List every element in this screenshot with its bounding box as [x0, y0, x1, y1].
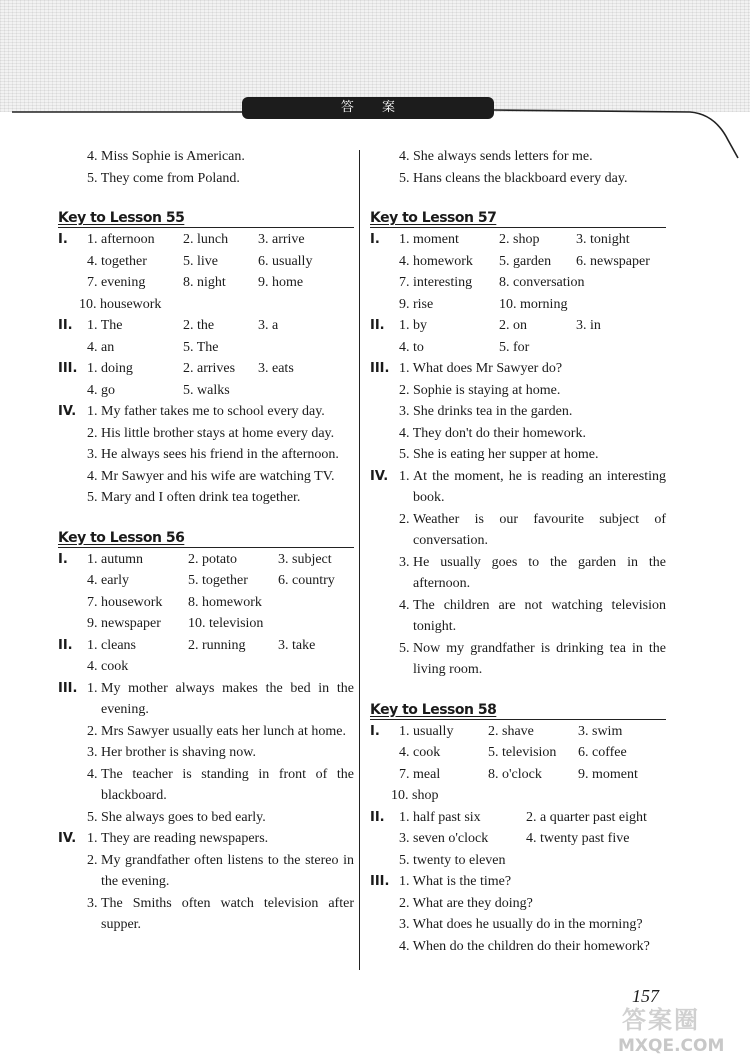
answer-cell: 10. shop [391, 788, 439, 803]
answer-row [370, 272, 666, 294]
answer-sentence [370, 893, 666, 915]
answer-text: 2. His little brother stays at home every day. [87, 425, 335, 441]
answer-cell: 10. television [188, 616, 264, 631]
answer-cell: 4. cook [87, 659, 129, 674]
answer-sentence [370, 936, 666, 958]
answer-row [58, 358, 354, 380]
answer-cell: 7. interesting [399, 275, 473, 290]
section-gap [58, 509, 354, 517]
item-number: 2. [87, 723, 98, 739]
answer-row [370, 742, 666, 764]
answer-sentence [58, 401, 354, 423]
answer-text: 4. Mr Sawyer and his wife are watching TV. [87, 468, 335, 484]
answer-text: My grandfather often listens to the stereo in the evening. [101, 852, 354, 889]
answer-cell: 2. potato [188, 551, 237, 567]
answer-cell: 4. an [87, 339, 115, 355]
answer-sentence [58, 466, 354, 488]
answer-cell: 5. walks [183, 382, 230, 398]
answer-cell: 9. home [258, 275, 304, 290]
answer-sentence [58, 742, 354, 764]
answer-cell: 1. moment [399, 232, 459, 247]
answer-sentence [58, 807, 354, 829]
answer-row [370, 294, 666, 316]
answer-cell: 8. conversation [499, 275, 585, 290]
item-number: 3. [399, 554, 410, 570]
answer-cell: 6. newspaper [576, 253, 650, 269]
page-number: 157 [632, 986, 659, 1006]
answer-text: 1. What is the time? [399, 874, 512, 889]
answer-row [58, 315, 354, 337]
roman-numeral: III. [370, 874, 390, 889]
roman-numeral: II. [58, 637, 73, 653]
answer-sentence [58, 423, 354, 445]
answer-cell: 4. to [399, 339, 424, 355]
answer-row [58, 294, 354, 316]
answer-row [58, 380, 354, 402]
answer-cell: 3. a [258, 318, 279, 333]
answer-text: 5. They come from Poland. [87, 170, 240, 186]
answer-row [370, 229, 666, 251]
answer-cell: 5. television [488, 745, 557, 760]
roman-numeral: I. [58, 551, 68, 567]
answer-text: The Smiths often watch television after supper. [101, 895, 354, 932]
item-number: 4. [87, 766, 98, 782]
answer-text: 2. Sophie is staying at home. [399, 382, 561, 398]
item-number: 1. [87, 831, 98, 846]
answer-row [370, 807, 666, 829]
answer-sentence [58, 828, 354, 850]
answer-sentence [370, 509, 666, 552]
watermark-logo [622, 1000, 700, 1035]
lesson-55-title: Key to Lesson 55 [58, 209, 354, 228]
answer-text: Weather is our favourite subject of conversation. [413, 511, 666, 548]
answer-sentence [58, 487, 354, 509]
answer-cell: 7. evening [87, 275, 146, 290]
answer-text: He usually goes to the garden in the afternoon. [413, 554, 666, 591]
answer-cell: 1. autumn [87, 551, 143, 567]
answer-sentence [370, 871, 666, 893]
answer-cell: 8. homework [188, 594, 262, 610]
answer-row [370, 785, 666, 807]
answer-text: 3. She drinks tea in the garden. [399, 404, 573, 419]
answer-sentence [370, 423, 666, 445]
answer-row [58, 251, 354, 273]
answer-row [370, 850, 666, 872]
answer-cell: 1. half past six [399, 809, 481, 825]
answer-cell: 6. coffee [578, 745, 627, 760]
answer-sentence [370, 444, 666, 466]
answer-cell: 5. garden [499, 253, 552, 269]
answer-text: 4. Miss Sophie is American. [87, 149, 245, 164]
answer-row [370, 337, 666, 359]
answer-row [58, 570, 354, 592]
answer-sentence [370, 552, 666, 595]
answer-cell: 3. arrive [258, 232, 305, 247]
section-gap [58, 189, 354, 197]
roman-numeral: III. [58, 361, 78, 376]
answer-row [58, 635, 354, 657]
item-number: 2. [399, 511, 410, 527]
answer-cell: 1. afternoon [87, 232, 155, 247]
answer-cell: 9. rise [399, 296, 434, 312]
answer-cell: 3. take [278, 637, 316, 653]
roman-numeral: I. [370, 723, 380, 739]
item-number: 5. [87, 809, 98, 825]
answer-cell: 1. usually [399, 723, 454, 739]
roman-numeral: I. [370, 232, 380, 247]
watermark-mark: 答案圈 [622, 1006, 700, 1034]
answer-cell: 1. doing [87, 361, 133, 376]
answer-row [370, 315, 666, 337]
roman-numeral: I. [58, 232, 68, 247]
answer-text: 4. She always sends letters for me. [399, 149, 593, 164]
answer-text: 5. Mary and I often drink tea together. [87, 490, 301, 505]
answer-text: 3. He always sees his friend in the afternoon. [87, 447, 339, 462]
item-number: 1. [87, 680, 98, 696]
header-curve-line [0, 0, 750, 170]
right-column [370, 146, 666, 957]
answer-sentence [58, 721, 354, 743]
answer-text: 3. What does he usually do in the morning? [399, 917, 643, 932]
answer-row [370, 721, 666, 743]
header-answer-label: 答 案 [242, 97, 494, 119]
answer-sentence [58, 764, 354, 807]
answer-row [58, 613, 354, 635]
answer-row [58, 549, 354, 571]
answer-cell: 2. arrives [183, 361, 236, 376]
answer-sentence [370, 466, 666, 509]
section-gap [370, 189, 666, 197]
answer-row [58, 337, 354, 359]
answer-cell: 4. early [87, 573, 129, 588]
answer-cell: 2. shave [488, 723, 534, 739]
answer-row [58, 272, 354, 294]
answer-cell: 1. The [87, 318, 123, 333]
answer-cell: 4. go [87, 382, 115, 398]
answer-sentence [58, 850, 354, 893]
answer-cell: 5. for [499, 339, 530, 355]
item-number: 4. [399, 597, 410, 613]
item-number: 2. [87, 852, 98, 868]
answer-text: 2. What are they doing? [399, 895, 533, 911]
answer-sentence [58, 146, 354, 168]
answer-cell: 2. a quarter past eight [526, 809, 647, 825]
answer-text: 5. She is eating her supper at home. [399, 447, 599, 462]
answer-cell: 2. lunch [183, 232, 229, 247]
answer-cell: 6. usually [258, 253, 313, 269]
answer-row [370, 764, 666, 786]
roman-numeral: II. [58, 318, 73, 333]
answer-text: At the moment, he is reading an interesting book. [413, 468, 666, 505]
answer-cell: 5. together [188, 573, 248, 588]
roman-numeral: II. [370, 318, 385, 333]
answer-sentence [370, 638, 666, 681]
roman-numeral: IV. [58, 831, 77, 846]
answer-text: 4. When do the children do their homework? [399, 938, 650, 954]
answer-cell: 4. homework [399, 253, 473, 269]
answer-cell: 2. on [499, 318, 527, 333]
answer-cell: 1. cleans [87, 637, 136, 653]
answer-cell: 8. o'clock [488, 766, 542, 782]
roman-numeral: III. [58, 680, 78, 696]
answer-cell: 7. meal [399, 766, 441, 782]
answer-cell: 7. housework [87, 594, 163, 610]
item-number: 3. [87, 895, 98, 911]
item-number: 5. [399, 640, 410, 656]
answer-cell: 2. shop [499, 232, 540, 247]
answer-cell: 5. twenty to eleven [399, 852, 506, 868]
answer-sentence [370, 380, 666, 402]
answer-cell: 2. running [188, 637, 246, 653]
answer-text: My mother always makes the bed in the evening. [101, 680, 354, 717]
lesson-58-title: Key to Lesson 58 [370, 701, 666, 720]
answer-sentence [370, 914, 666, 936]
watermark-url: MXQE.COM [618, 1036, 725, 1056]
answer-sentence [370, 401, 666, 423]
lesson-57-title: Key to Lesson 57 [370, 209, 666, 228]
answer-cell: 6. country [278, 573, 335, 588]
answer-cell: 3. swim [578, 723, 623, 739]
answer-text: Now my grandfather is drinking tea in the living room. [413, 640, 666, 677]
answer-text: They are reading newspapers. [101, 831, 269, 846]
answer-cell: 1. by [399, 318, 427, 333]
answer-sentence [58, 678, 354, 721]
answer-row [370, 251, 666, 273]
answer-sentence [370, 168, 666, 190]
answer-cell: 9. newspaper [87, 616, 161, 631]
answer-text: The teacher is standing in front of the blackboard. [101, 766, 354, 803]
answer-cell: 10. morning [499, 296, 568, 312]
answer-row [58, 656, 354, 678]
answer-cell: 5. The [183, 339, 219, 355]
answer-cell: 4. cook [399, 745, 441, 760]
answer-cell: 3. tonight [576, 232, 630, 247]
answer-text: 4. They don't do their homework. [399, 425, 586, 441]
answer-sentence [370, 146, 666, 168]
answer-text: Mrs Sawyer usually eats her lunch at home. [101, 723, 346, 739]
lesson-56-title: Key to Lesson 56 [58, 529, 354, 548]
roman-numeral: II. [370, 809, 385, 825]
answer-text: 1. What does Mr Sawyer do? [399, 361, 563, 376]
answer-row [370, 828, 666, 850]
answer-sentence [370, 358, 666, 380]
answer-cell: 10. housework [79, 296, 162, 312]
roman-numeral: IV. [370, 468, 389, 484]
roman-numeral: III. [370, 361, 390, 376]
answer-cell: 2. the [183, 318, 215, 333]
item-number: 1. [399, 468, 410, 484]
answer-text: Her brother is shaving now. [101, 745, 257, 760]
answer-cell: 3. in [576, 318, 601, 333]
answer-cell: 4. together [87, 253, 147, 269]
answer-text: The children are not watching television tonight. [413, 597, 666, 634]
roman-numeral: IV. [58, 404, 77, 419]
answer-cell: 3. subject [278, 551, 332, 567]
answer-row [58, 592, 354, 614]
item-number: 3. [87, 745, 98, 760]
answer-cell: 3. eats [258, 361, 294, 376]
answer-cell: 8. night [183, 275, 226, 290]
answer-cell: 9. moment [578, 766, 638, 782]
answer-text: 5. Hans cleans the blackboard every day. [399, 170, 628, 186]
answer-row [58, 229, 354, 251]
answer-sentence [58, 168, 354, 190]
answer-text: She always goes to bed early. [101, 809, 266, 825]
answer-cell: 4. twenty past five [526, 831, 630, 846]
answer-sentence [370, 595, 666, 638]
answer-sentence [58, 893, 354, 936]
left-column [58, 146, 354, 936]
column-divider [359, 150, 360, 970]
answer-sentence [58, 444, 354, 466]
answer-cell: 5. live [183, 253, 218, 269]
answer-text: 1. My father takes me to school every day. [87, 404, 325, 419]
answer-cell: 3. seven o'clock [399, 831, 489, 846]
section-gap [370, 681, 666, 689]
